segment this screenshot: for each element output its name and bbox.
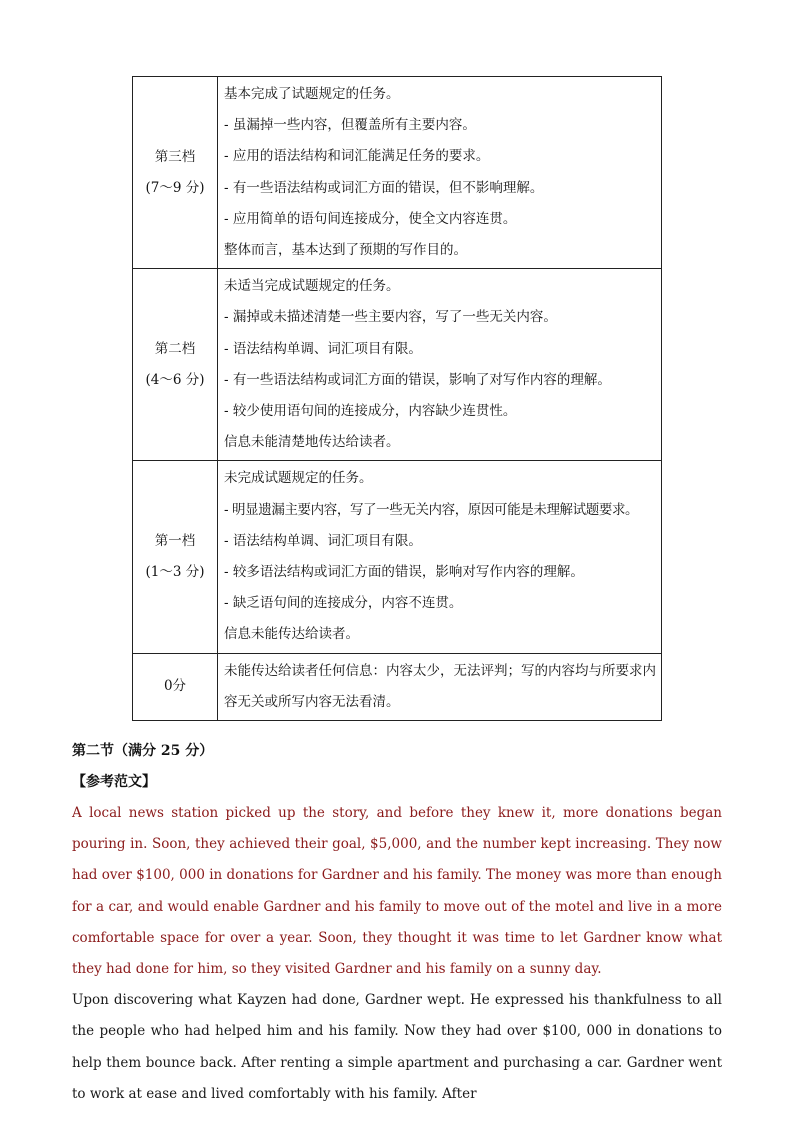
level-cell (133, 77, 218, 269)
level-name: 第一档 (154, 533, 196, 550)
criteria-line: 基本完成了试题规定的任务。 (224, 86, 400, 102)
criteria-line: - 明显遗漏主要内容，写了一些无关内容，原因可能是未理解试题要求。 (224, 501, 639, 518)
criteria-line: - 语法结构单调、词汇项目有限。 (224, 532, 422, 549)
criteria-line: 信息未能传达给读者。 (224, 626, 359, 643)
level-cell (133, 653, 218, 720)
criteria-line: - 应用的语法结构和词汇能满足任务的要求。 (224, 148, 490, 165)
reference-essay (72, 798, 722, 1110)
essay-paragraph: Upon discovering what Kayzen had done, Gardner wept. He expressed his thankfulness to all the people who had helped him and his family. Now they had over $100, 000 in donations to help them bounce back. After renting a simple apartment and purchasing a car. Gardner went to work at ease and lived comfortably with his family. After (72, 992, 722, 1102)
essay-paragraph: A local news station picked up the story, and before they knew it, more donations began pouring in. Soon, they achieved their goal, $5,000, and the number kept increasing. They now had over $100, 000 in donations for Gardner and his family. The money was more than enough for a car, and would enable Gardner and his family to move out of the motel and live in a more comfortable space for over a year. Soon, they thought it was time to let Gardner know what they had done for him, so they visited Gardner and his family on a sunny day. (72, 805, 722, 978)
rubric-row-level-2 (133, 269, 662, 461)
criteria-line: - 缺乏语句间的连接成分，内容不连贯。 (224, 595, 463, 612)
level-score: (4～6 分) (145, 371, 205, 388)
criteria-line: - 应用简单的语句间连接成分，使全文内容连贯。 (224, 210, 517, 227)
criteria-cell (218, 461, 662, 653)
criteria-cell (218, 653, 662, 720)
scoring-rubric-table (132, 76, 662, 721)
criteria-line: - 漏掉或未描述清楚一些主要内容，写了一些无关内容。 (224, 309, 557, 326)
rubric-row-level-0 (133, 653, 662, 720)
level-name: 第二档 (154, 340, 196, 357)
level-name: 第三档 (154, 148, 196, 165)
criteria-line: 未适当完成试题规定的任务。 (224, 278, 400, 295)
criteria-text: 未能传达给读者任何信息：内容太少，无法评判；写的内容均与所要求内容无关或所写内容无法看清。 (224, 662, 656, 710)
criteria-cell (218, 77, 662, 269)
level-name: 0分 (163, 678, 187, 695)
section-title: 第二节（满分 25 分） (72, 743, 214, 759)
criteria-line: - 较少使用语句间的连接成分，内容缺少连贯性。 (224, 403, 517, 420)
rubric-row-level-3 (133, 77, 662, 269)
criteria-line: - 有一些语法结构或词汇方面的错误，影响了对写作内容的理解。 (224, 371, 611, 388)
criteria-line: - 较多语法结构或词汇方面的错误，影响对写作内容的理解。 (224, 564, 584, 581)
level-cell (133, 269, 218, 461)
level-score: (1～3 分) (145, 564, 205, 581)
criteria-line: 未完成试题规定的任务。 (224, 470, 373, 487)
criteria-line: 信息未能清楚地传达给读者。 (224, 434, 400, 451)
criteria-line: - 虽漏掉一些内容，但覆盖所有主要内容。 (224, 117, 476, 134)
criteria-line: - 语法结构单调、词汇项目有限。 (224, 340, 422, 357)
rubric-row-level-1 (133, 461, 662, 653)
criteria-cell (218, 269, 662, 461)
level-score: (7～9 分) (145, 179, 205, 196)
criteria-line: - 有一些语法结构或词汇方面的错误，但不影响理解。 (224, 179, 544, 196)
criteria-line: 整体而言，基本达到了预期的写作目的。 (224, 242, 467, 259)
level-cell (133, 461, 218, 653)
reference-essay-heading: 【参考范文】 (72, 774, 156, 790)
